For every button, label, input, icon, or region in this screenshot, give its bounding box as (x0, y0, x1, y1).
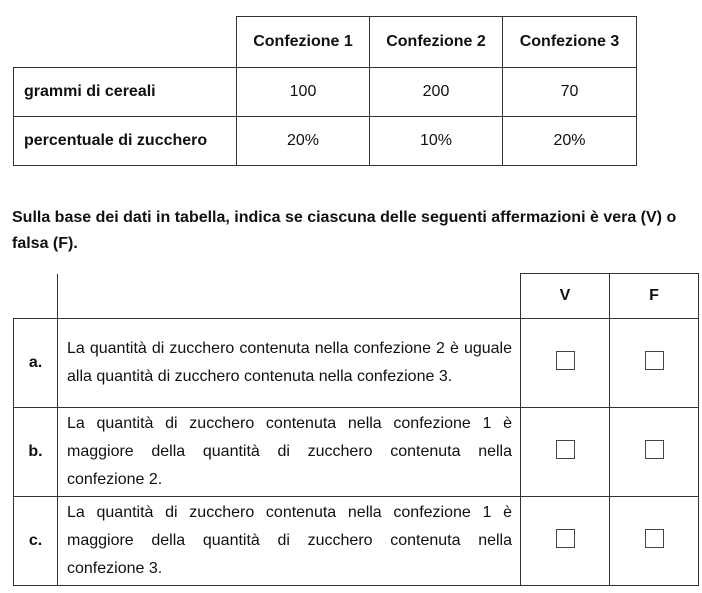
true-checkbox[interactable] (556, 529, 575, 548)
column-header-confezione-1: Confezione 1 (237, 17, 370, 68)
table-cell: 20% (237, 117, 370, 166)
statement-row-b (14, 408, 699, 497)
cereal-data-table (13, 16, 637, 166)
column-header-confezione-2: Confezione 2 (370, 17, 503, 68)
row-header-grammi: grammi di cereali (14, 68, 237, 117)
false-checkbox[interactable] (645, 351, 664, 370)
question-text: Sulla base dei dati in tabella, indica se ciascuna delle seguenti affermazioni è vera (V) o falsa (F). (12, 209, 677, 252)
column-header-true: V (521, 274, 610, 319)
statement-text: La quantità di zucchero contenuta nella confezione 2 è uguale alla quantità di zucchero contenuta nella confezione 3. (58, 319, 521, 408)
false-cell (610, 408, 699, 497)
row-header-percentuale: percentuale di zucchero (14, 117, 237, 166)
statement-letter: b. (14, 408, 58, 497)
statement-row-a (14, 319, 699, 408)
table-cell: 20% (503, 117, 637, 166)
table-cell: 70 (503, 68, 637, 117)
table-cell: 100 (237, 68, 370, 117)
false-checkbox[interactable] (645, 440, 664, 459)
statement-text: La quantità di zucchero contenuta nella confezione 1 è maggiore della quantità di zucchero contenuta nella confezione 2. (58, 408, 521, 497)
true-cell (521, 408, 610, 497)
true-cell (521, 319, 610, 408)
true-cell (521, 497, 610, 586)
table-cell: 10% (370, 117, 503, 166)
true-checkbox[interactable] (556, 351, 575, 370)
false-cell (610, 497, 699, 586)
true-false-table (13, 273, 699, 586)
column-header-false: F (610, 274, 699, 319)
statement-text: La quantità di zucchero contenuta nella confezione 1 è maggiore della quantità di zucchero contenuta nella confezione 3. (58, 497, 521, 586)
table-row (14, 68, 637, 117)
true-checkbox[interactable] (556, 440, 575, 459)
empty-corner-cell (14, 17, 237, 68)
table-header-row (14, 17, 637, 68)
statement-letter: a. (14, 319, 58, 408)
false-cell (610, 319, 699, 408)
statement-letter: c. (14, 497, 58, 586)
empty-header-cell (58, 274, 521, 319)
vf-header-row (14, 274, 699, 319)
statement-row-c (14, 497, 699, 586)
empty-corner-cell (14, 274, 58, 319)
table-row (14, 117, 637, 166)
table-cell: 200 (370, 68, 503, 117)
false-checkbox[interactable] (645, 529, 664, 548)
column-header-confezione-3: Confezione 3 (503, 17, 637, 68)
